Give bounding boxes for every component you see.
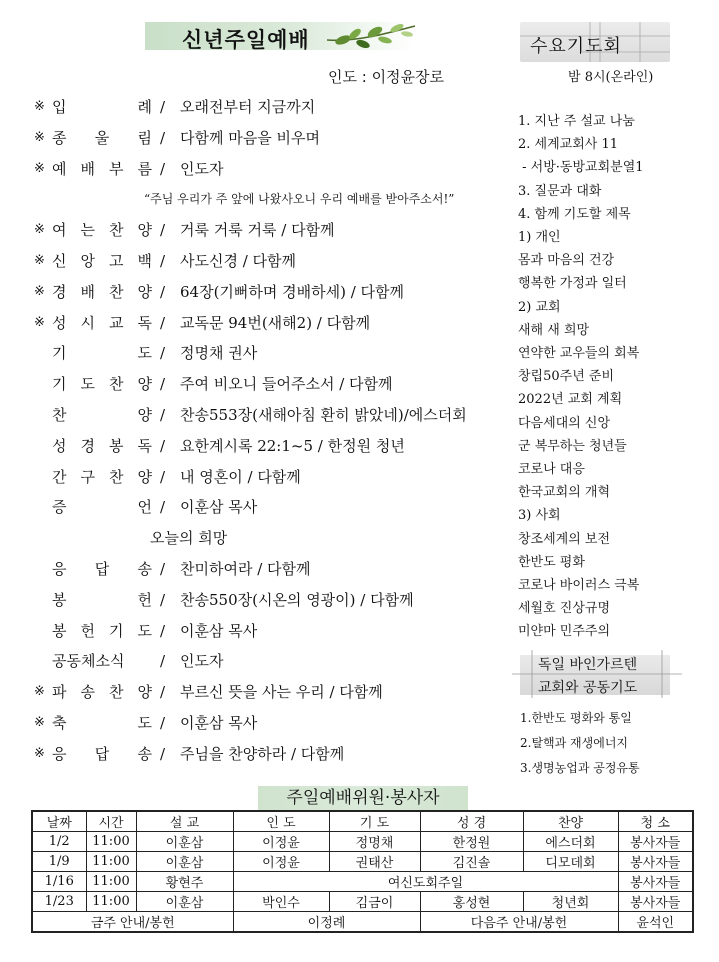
cell-sermon: 이훈삼	[136, 892, 233, 912]
cell-time: 11:00	[86, 872, 136, 892]
cell-bible: 홍성현	[420, 892, 523, 912]
wednesday-item: 한반도 평화	[518, 554, 585, 570]
order-item-label: 신 앙 고 백	[52, 251, 152, 270]
wednesday-item: 행복한 가정과 일터	[518, 276, 627, 292]
table-footer-row	[32, 912, 693, 933]
separator: /	[160, 405, 166, 424]
order-item-content: 내 영혼이 / 다함께	[180, 467, 301, 486]
standing-mark-icon: ※	[34, 129, 45, 145]
order-item-content: 오늘의 희망	[150, 529, 228, 548]
wednesday-item: 1) 개인	[518, 230, 561, 246]
standing-mark-icon: ※	[34, 714, 45, 730]
this-week-label: 금주 안내/봉헌	[32, 912, 233, 933]
wednesday-time: 밤 8시(온라인)	[568, 70, 654, 85]
cell-date: 1/16	[32, 872, 86, 892]
separator: /	[160, 282, 166, 301]
order-item-label: 파 송 찬 양	[52, 683, 152, 702]
cell-date: 1/23	[32, 892, 86, 912]
standing-mark-icon: ※	[34, 684, 45, 700]
order-item	[34, 462, 504, 493]
wednesday-item: 미얀마 민주주의	[518, 624, 611, 640]
order-item	[34, 585, 504, 616]
separator: /	[160, 98, 166, 116]
order-item	[34, 431, 504, 462]
header-praise: 찬양	[523, 811, 618, 832]
wednesday-item: 창조세계의 보전	[518, 531, 611, 547]
german-items	[520, 706, 640, 781]
german-title-2: 교회와 공동기도	[538, 680, 638, 696]
order-item	[34, 246, 504, 277]
order-item-content: 64장(기뻐하며 경배하세) / 다함께	[180, 282, 405, 301]
separator: /	[160, 621, 166, 640]
order-item-content: 찬송550장(시온의 영광이) / 다함께	[180, 590, 414, 609]
order-item	[34, 677, 504, 708]
wednesday-item: 코로나 대응	[518, 462, 585, 478]
separator: /	[160, 652, 166, 671]
table-header-row	[32, 811, 693, 832]
order-item-content: 정명채 권사	[180, 344, 258, 363]
separator: /	[160, 436, 166, 455]
cell-bible: 김진솔	[420, 852, 523, 872]
standing-mark-icon: ※	[34, 252, 45, 268]
wednesday-item: 3) 사회	[518, 508, 561, 524]
order-item-label: 봉 헌 기 도	[52, 621, 152, 640]
separator: /	[160, 251, 166, 270]
cell-prayer: 김금이	[329, 892, 420, 912]
table-row	[32, 872, 693, 892]
order-item-label: 기 도 찬 양	[52, 375, 152, 394]
german-prayer-item: 3.생명농업과 공정유통	[520, 761, 640, 775]
order-item	[34, 739, 504, 770]
order-item-content: 오래전부터 지금까지	[180, 98, 316, 116]
order-item-content: 주여 비오니 들어주소서 / 다함께	[180, 375, 393, 394]
order-item	[34, 400, 504, 431]
order-item	[34, 184, 504, 215]
cell-clean: 봉사자들	[618, 872, 693, 892]
wednesday-item: 새해 새 희망	[518, 322, 590, 338]
order-item	[34, 369, 504, 400]
separator: /	[160, 559, 166, 578]
cell-lead: 이정윤	[233, 832, 329, 852]
separator: /	[160, 683, 166, 702]
standing-mark-icon: ※	[34, 314, 45, 330]
order-item	[34, 308, 504, 339]
order-item-label: 입 례	[52, 98, 152, 116]
wednesday-title: 수요기도회	[530, 36, 622, 57]
cell-lead: 이정윤	[233, 852, 329, 872]
cell-praise: 에스더회	[523, 832, 618, 852]
next-week-name: 윤석인	[618, 912, 693, 933]
table-row	[32, 892, 693, 912]
order-item	[34, 523, 504, 554]
order-item-label: 증 언	[52, 498, 152, 517]
wednesday-item: 코로나 바이러스 극복	[518, 578, 640, 594]
order-item-label: 응 답 송	[52, 559, 152, 578]
wednesday-item: 창립50주년 준비	[518, 369, 615, 385]
header-time: 시간	[86, 811, 136, 832]
order-item-content: 이훈삼 목사	[180, 621, 258, 640]
separator: /	[160, 498, 166, 517]
order-item-label: 공동체소식	[52, 652, 125, 671]
order-item-content: 거룩 거룩 거룩 / 다함께	[180, 221, 335, 240]
standing-mark-icon: ※	[34, 283, 45, 299]
order-item-label: 응 답 송	[52, 744, 152, 763]
order-item	[34, 92, 504, 123]
wednesday-item: 연약한 교우들의 회복	[518, 346, 640, 362]
cell-lead: 박인수	[233, 892, 329, 912]
order-item-content: “주님 우리가 주 앞에 나왔사오니 우리 예배를 받아주소서!”	[144, 192, 455, 207]
cell-praise: 디모데회	[523, 852, 618, 872]
separator: /	[160, 221, 166, 240]
leaf-decoration-icon	[325, 20, 417, 56]
header-prayer: 기 도	[329, 811, 420, 832]
separator: /	[160, 159, 166, 178]
order-item	[34, 123, 504, 154]
order-item	[34, 708, 504, 739]
order-item-content: 다함께 마음을 비우며	[180, 128, 320, 147]
wednesday-item: 몸과 마음의 건강	[518, 253, 615, 269]
separator: /	[160, 313, 166, 332]
order-item-content: 인도자	[180, 652, 224, 671]
order-item-label: 예 배 부 름	[52, 159, 152, 178]
table-row	[32, 832, 693, 852]
separator: /	[160, 590, 166, 609]
header-date: 날짜	[32, 811, 86, 832]
order-item-label: 성 시 교 독	[52, 313, 152, 332]
separator: /	[160, 375, 166, 394]
cell-clean: 봉사자들	[618, 852, 693, 872]
wednesday-item: 2. 세계교회사 11	[518, 137, 619, 153]
cell-clean: 봉사자들	[618, 832, 693, 852]
order-item-content: 부르신 뜻을 사는 우리 / 다함께	[180, 683, 383, 702]
order-item	[34, 215, 504, 246]
next-week-label: 다음주 안내/봉헌	[420, 912, 618, 933]
order-item-label: 종 울 림	[52, 128, 152, 147]
order-of-service	[34, 92, 504, 770]
cell-sermon: 황현주	[136, 872, 233, 892]
wednesday-item: 3. 질문과 대화	[518, 183, 602, 199]
german-prayer-item: 2.탈핵과 재생에너지	[520, 736, 629, 750]
cell-praise: 청년회	[523, 892, 618, 912]
cell-time: 11:00	[86, 852, 136, 872]
german-title-1: 독일 바인가르텐	[538, 657, 638, 673]
page-title: 신년주일예배	[182, 28, 310, 52]
wednesday-item: 2022년 교회 계획	[518, 392, 623, 408]
duty-title: 주일예배위원·봉사자	[286, 788, 440, 808]
service-leader: 인도 : 이정윤장로	[328, 68, 445, 86]
order-item-content: 주님을 찬양하라 / 다함께	[180, 744, 345, 763]
separator: /	[160, 467, 166, 486]
cell-merged-event: 여신도회주일	[233, 872, 618, 892]
order-item-label: 봉 헌	[52, 590, 152, 609]
this-week-name: 이정례	[233, 912, 420, 933]
order-item-content: 교독문 94번(새해2) / 다함께	[180, 313, 371, 332]
order-item	[34, 616, 504, 647]
wednesday-item: 2) 교회	[518, 299, 561, 315]
order-item-label: 축 도	[52, 713, 152, 732]
order-item-label: 여 는 찬 양	[52, 221, 152, 240]
header-clean: 청 소	[618, 811, 693, 832]
order-item-content: 찬미하여라 / 다함께	[180, 559, 311, 578]
order-item-label: 성 경 봉 독	[52, 436, 152, 455]
wednesday-item: 다음세대의 신앙	[518, 415, 611, 431]
standing-mark-icon: ※	[34, 99, 45, 114]
separator: /	[160, 344, 166, 363]
header-lead: 인 도	[233, 811, 329, 832]
order-item-content: 요한계시록 22:1~5 / 한정원 청년	[180, 436, 405, 455]
cell-time: 11:00	[86, 892, 136, 912]
cell-date: 1/9	[32, 852, 86, 872]
wednesday-item: 4. 함께 기도할 제목	[518, 206, 631, 222]
order-item-label: 찬 양	[52, 405, 152, 424]
order-item	[34, 154, 504, 185]
separator: /	[160, 744, 166, 763]
cell-clean: 봉사자들	[618, 892, 693, 912]
order-item-content: 이훈삼 목사	[180, 713, 258, 732]
standing-mark-icon: ※	[34, 160, 45, 176]
wednesday-item: 군 복무하는 청년들	[518, 438, 627, 454]
order-item-content: 인도자	[180, 159, 224, 178]
order-item-content: 찬송553장(새해아침 환히 밝았네)/에스더회	[180, 405, 467, 424]
german-prayer-item: 1.한반도 평화와 통일	[520, 711, 632, 725]
separator: /	[160, 713, 166, 732]
wednesday-items	[518, 110, 644, 644]
cell-sermon: 이훈삼	[136, 852, 233, 872]
cell-bible: 한정원	[420, 832, 523, 852]
order-item	[34, 554, 504, 585]
cell-prayer: 정명채	[329, 832, 420, 852]
cell-prayer: 권태산	[329, 852, 420, 872]
order-item	[34, 277, 504, 308]
separator: /	[160, 128, 166, 147]
wednesday-item: 세월호 진상규명	[518, 601, 611, 617]
cell-sermon: 이훈삼	[136, 832, 233, 852]
order-item-content: 이훈삼 목사	[180, 498, 258, 517]
standing-mark-icon: ※	[34, 222, 45, 238]
order-item	[34, 492, 504, 523]
cell-time: 11:00	[86, 832, 136, 852]
wednesday-item: - 서방·동방교회분열1	[518, 160, 644, 176]
order-item-label: 기 도	[52, 344, 152, 363]
order-item-content: 사도신경 / 다함께	[180, 251, 297, 270]
table-row	[32, 852, 693, 872]
wednesday-item: 1. 지난 주 설교 나눔	[518, 114, 635, 129]
order-item	[34, 646, 504, 677]
duty-table	[31, 810, 694, 933]
header-bible: 성 경	[420, 811, 523, 832]
wednesday-item: 한국교회의 개혁	[518, 485, 611, 501]
order-item	[34, 338, 504, 369]
standing-mark-icon: ※	[34, 745, 45, 761]
order-item-label: 경 배 찬 양	[52, 282, 152, 301]
order-item-label: 간 구 찬 양	[52, 467, 152, 486]
header-sermon: 설 교	[136, 811, 233, 832]
cell-date: 1/2	[32, 832, 86, 852]
